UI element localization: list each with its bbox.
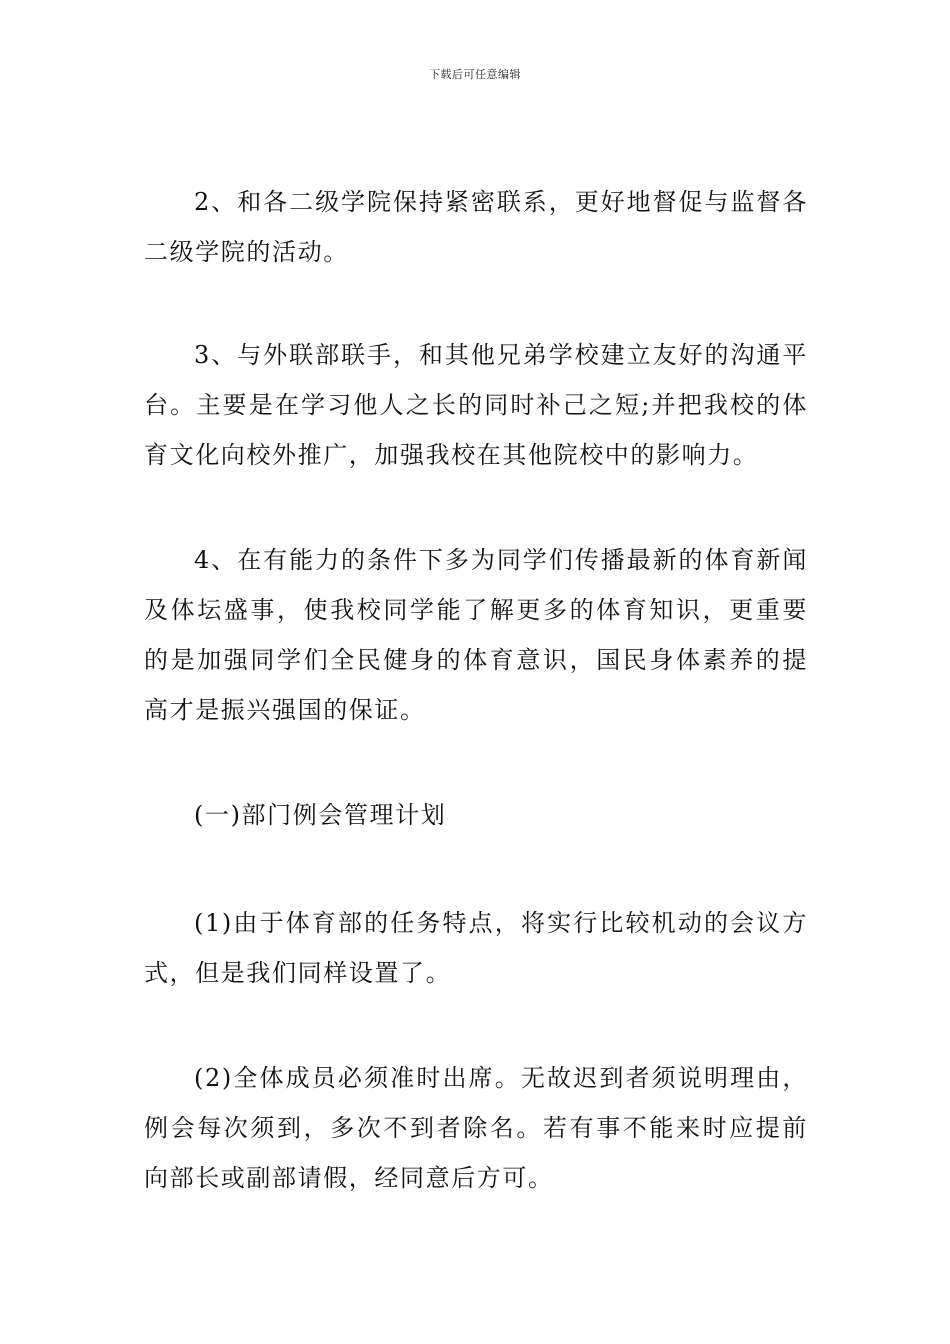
paragraph-rule-1: (1)由于体育部的任务特点，将实行比较机动的会议方式，但是我们同样设置了。 — [144, 909, 808, 987]
document-body — [144, 177, 808, 1203]
paragraph-item-2: 2、和各二级学院保持紧密联系，更好地督促与监督各二级学院的活动。 — [144, 188, 808, 266]
paragraph-rule-2: (2)全体成员必须准时出席。无故迟到者须说明理由，例会每次须到，多次不到者除名。若有事不能来时应提前向部长或副部请假，经同意后方可。 — [144, 1064, 808, 1192]
header-note: 下载后可任意编辑 — [429, 68, 521, 81]
paragraph-item-3: 3、与外联部联手，和其他兄弟学校建立友好的沟通平台。主要是在学习他人之长的同时补己之短;并把我校的体育文化向校外推广，加强我校在其他院校中的影响力。 — [144, 341, 808, 469]
section-heading: (一)部门例会管理计划 — [194, 801, 447, 829]
paragraph-item-4: 4、在有能力的条件下多为同学们传播最新的体育新闻及体坛盛事，使我校同学能了解更多的体育知识，更重要的是加强同学们全民健身的体育意识，国民身体素养的提高才是振兴强国的保证。 — [144, 546, 808, 724]
